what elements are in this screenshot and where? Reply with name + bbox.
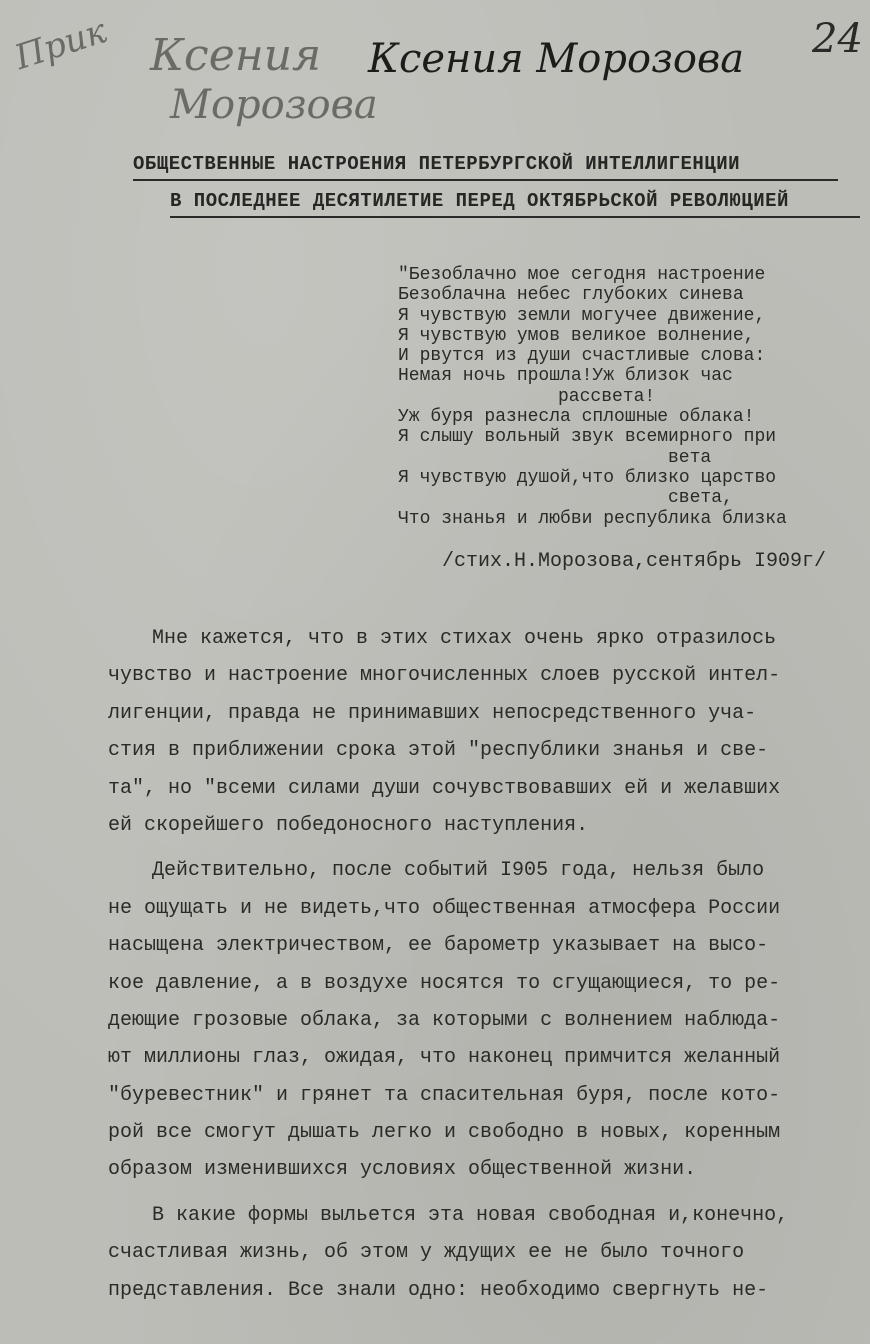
page-number: 24 [812,16,863,62]
margin-note: Прик [10,11,112,79]
body-line: лигенции, правда не принимавших непосредственного уча- [108,701,757,725]
body-text [108,620,868,1309]
body-line: образом изменившихся условиях общественной жизни. [108,1158,697,1182]
body-line: Мне кажется, что в этих стихах очень ярко отразилось [152,627,777,650]
author-signature: Ксения Морозова [368,36,745,82]
body-line: та", но "всеми силами души сочувствовавших ей и желавших [108,776,781,800]
body-line: ют миллионы глаз, ожидая, что наконец примчится желанный [108,1046,781,1070]
poem-line: Я чувствую умов великое волнение, [398,325,755,346]
body-line: рой все смогут дышать легко и свободно в новых, коренным [108,1121,781,1145]
poem-line: Что знанья и любви республика близка [398,508,787,529]
title-line-1: ОБЩЕСТВЕННЫЕ НАСТРОЕНИЯ ПЕТЕРБУРГСКОЙ ИНТЕЛЛИГЕНЦИИ [133,153,740,175]
poem-line: вета [668,447,712,468]
body-line: стия в приближении срока этой "республики знанья и све- [108,739,769,763]
faint-signature-first-name: Ксения [150,30,322,81]
body-line: Действительно, после событий I905 года, нельзя было [152,859,765,883]
poem-line: Я чувствую душой,что близко царство [398,467,777,488]
poem-line: "Безоблачно мое сегодня настроение [398,265,766,285]
poem-line: Я слышу вольный звук всемирного при [398,427,777,448]
poem-line: Немая ночь прошла!Уж близок час [398,366,733,387]
body-line: чувство и настроение многочисленных слоев русской интел- [108,664,781,688]
body-line: деющие грозовые облака, за которыми с волнением наблюда- [108,1008,781,1032]
poem-line: И рвутся из души счастливые слова: [398,346,766,367]
poem-line: Я чувствую земли могучее движение, [398,305,766,326]
poem-citation: /стих.Н.Морозова,сентябрь I909г/ [442,550,827,573]
body-line: счастливая жизнь, об этом у ждущих ее не было точного [108,1241,745,1265]
poem-line: рассвета! [558,386,656,407]
poem-line: света, [668,488,733,509]
title-underline-2 [170,216,860,218]
poem-line: Безоблачна небес глубоких синева [398,285,744,306]
title-underline-1 [133,179,838,181]
body-line: не ощущать и не видеть,что общественная атмосфера России [108,896,781,920]
body-line: ей скорейшего победоносного наступления. [108,813,589,837]
body-line: кое давление, а в воздухе носятся то сгущающиеся, то ре- [108,971,781,995]
faint-signature-last-name: Морозова [170,82,378,128]
body-line: представления. Все знали одно: необходимо свергнуть не- [108,1278,769,1302]
epigraph-poem [398,265,870,529]
body-line: В какие формы выльется эта новая свободная и,конечно, [152,1203,789,1227]
body-line: насыщена электричеством, ее барометр указывает на высо- [108,934,769,958]
title-line-2: В ПОСЛЕДНЕЕ ДЕСЯТИЛЕТИЕ ПЕРЕД ОКТЯБРЬСКОЙ РЕВОЛЮЦИЕЙ [170,190,789,212]
body-line: "буревестник" и грянет та спасительная буря, после кото- [108,1083,781,1107]
poem-line: Уж буря разнесла сплошные облака! [398,407,755,428]
